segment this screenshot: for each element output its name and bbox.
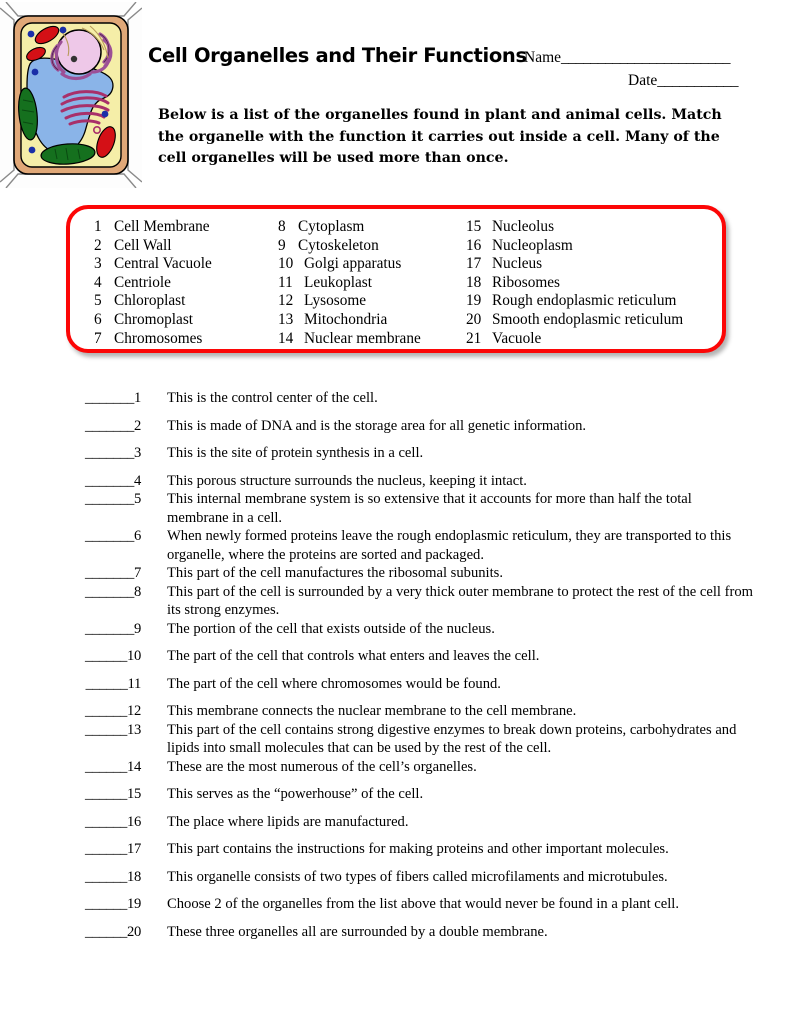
question-row xyxy=(38,444,753,463)
organelle-list-box xyxy=(66,205,726,353)
organelle-name: Cell Membrane xyxy=(114,218,210,235)
page-title: Cell Organelles and Their Functions xyxy=(148,44,527,67)
organelle-name: Mitochondria xyxy=(304,310,388,328)
organelle-item xyxy=(94,237,212,256)
question-row xyxy=(38,472,753,491)
question-text: This is the control center of the cell. xyxy=(167,390,378,406)
organelle-item xyxy=(278,255,421,274)
question-row xyxy=(38,721,753,758)
answer-blank[interactable]: ______15 xyxy=(85,786,141,802)
answer-blank[interactable]: ______18 xyxy=(85,868,141,885)
question-row xyxy=(38,490,753,527)
organelle-item xyxy=(278,330,421,349)
date-blank-rule: ___________ xyxy=(657,72,739,89)
answer-blank[interactable]: _______1 xyxy=(85,390,141,406)
question-row xyxy=(38,583,753,620)
organelle-name: Leukoplast xyxy=(304,273,372,291)
organelle-number: 7 xyxy=(94,329,102,347)
answer-blank[interactable]: ______17 xyxy=(85,841,141,857)
organelle-name: Cell Wall xyxy=(114,236,172,254)
organelle-item xyxy=(94,330,212,349)
organelle-item xyxy=(94,255,212,274)
organelle-number: 2 xyxy=(94,236,102,254)
answer-blank[interactable]: ______11 xyxy=(85,675,141,692)
organelle-number: 5 xyxy=(94,292,102,310)
question-row xyxy=(38,785,753,804)
answer-blank[interactable]: _______4 xyxy=(85,472,141,489)
answer-blank[interactable]: ______16 xyxy=(85,813,141,830)
organelle-item xyxy=(466,330,683,349)
organelle-item xyxy=(94,218,212,237)
answer-blank[interactable]: ______20 xyxy=(85,923,141,940)
question-text: These are the most numerous of the cell’s organelles. xyxy=(167,758,477,775)
organelle-column-1 xyxy=(94,218,212,348)
organelle-number: 15 xyxy=(466,218,482,235)
answer-blank[interactable]: ______10 xyxy=(85,648,141,664)
question-text: This porous structure surrounds the nucleus, keeping it intact. xyxy=(167,472,527,489)
question-text: This organelle consists of two types of fibers called microfilaments and microtubules. xyxy=(167,868,668,885)
organelle-item xyxy=(278,292,421,311)
organelle-item xyxy=(94,274,212,293)
organelle-name: Golgi apparatus xyxy=(304,255,402,273)
name-blank-rule: _______________________ xyxy=(561,49,731,66)
question-row xyxy=(38,620,753,639)
organelle-name: Smooth endoplasmic reticulum xyxy=(492,310,684,328)
question-row xyxy=(38,895,753,914)
organelle-item xyxy=(278,274,421,293)
organelle-number: 19 xyxy=(466,292,482,310)
question-row xyxy=(38,758,753,777)
question-text: These three organelles all are surrounded by a double membrane. xyxy=(167,923,548,940)
organelle-name: Rough endoplasmic reticulum xyxy=(492,292,677,310)
organelle-number: 17 xyxy=(466,255,482,273)
organelle-item xyxy=(278,218,421,237)
question-row xyxy=(38,564,753,583)
answer-blank[interactable]: _______2 xyxy=(85,417,141,434)
question-row xyxy=(38,840,753,859)
organelle-number: 11 xyxy=(278,273,293,291)
organelle-item xyxy=(94,311,212,330)
organelle-number: 14 xyxy=(278,329,294,347)
question-row xyxy=(38,417,753,436)
question-text: The portion of the cell that exists outside of the nucleus. xyxy=(167,620,495,637)
organelle-name: Nucleoplasm xyxy=(492,236,573,254)
name-label: Name xyxy=(524,49,562,66)
question-row xyxy=(38,527,753,564)
question-list xyxy=(38,389,753,941)
organelle-item xyxy=(466,218,683,237)
organelle-number: 16 xyxy=(466,236,482,254)
question-row xyxy=(38,389,753,408)
organelle-item xyxy=(278,237,421,256)
organelle-name: Nuclear membrane xyxy=(304,329,421,347)
organelle-item xyxy=(278,311,421,330)
organelle-name: Ribosomes xyxy=(492,273,560,291)
question-text: This internal membrane system is so extensive that it accounts for more than half the total membrane in a cell. xyxy=(167,491,692,526)
question-text: The part of the cell where chromosomes would be found. xyxy=(167,675,501,692)
organelle-item xyxy=(466,274,683,293)
organelle-name: Cytoskeleton xyxy=(298,236,379,254)
question-text: Choose 2 of the organelles from the list above that would never be found in a plant cell. xyxy=(167,896,679,912)
organelle-name: Chromoplast xyxy=(114,310,194,328)
answer-blank[interactable]: _______8 xyxy=(85,583,141,600)
organelle-name: Nucleolus xyxy=(492,218,555,235)
organelle-name: Chromosomes xyxy=(114,329,203,347)
organelle-item xyxy=(466,292,683,311)
question-text: This part of the cell manufactures the ribosomal subunits. xyxy=(167,565,503,581)
organelle-name: Cytoplasm xyxy=(298,218,365,235)
organelle-item xyxy=(466,311,683,330)
organelle-name: Central Vacuole xyxy=(114,255,212,273)
organelle-number: 18 xyxy=(466,273,482,291)
question-row xyxy=(38,923,753,942)
question-row xyxy=(38,647,753,666)
organelle-item xyxy=(466,237,683,256)
organelle-number: 10 xyxy=(278,255,294,273)
question-text: This part contains the instructions for making proteins and other important molecules. xyxy=(167,841,669,857)
question-text: This serves as the “powerhouse” of the cell. xyxy=(167,786,424,802)
question-row xyxy=(38,868,753,887)
answer-blank[interactable]: _______7 xyxy=(85,565,141,581)
answer-blank[interactable]: _______9 xyxy=(85,620,141,637)
answer-blank[interactable]: _______3 xyxy=(85,445,141,461)
answer-blank[interactable]: ______13 xyxy=(85,721,141,738)
organelle-item xyxy=(94,292,212,311)
organelle-number: 12 xyxy=(278,292,294,310)
organelle-name: Chloroplast xyxy=(114,292,186,310)
organelle-name: Lysosome xyxy=(304,292,367,310)
question-row xyxy=(38,813,753,832)
organelle-number: 3 xyxy=(94,255,102,273)
question-text: This is made of DNA and is the storage area for all genetic information. xyxy=(167,417,587,434)
question-row xyxy=(38,702,753,721)
organelle-name: Vacuole xyxy=(492,329,542,347)
question-text: This part of the cell contains strong digestive enzymes to break down proteins, carbohydrates and lipids into small molecules that can be used by the rest of the cell. xyxy=(167,721,737,756)
date-field[interactable] xyxy=(628,72,738,90)
instructions-paragraph: Below is a list of the organelles found in plant and animal cells. Match the organelle with the function it carries out inside a cell. Many of the cell organelles will be used more than once. xyxy=(158,107,722,166)
question-text: This is the site of protein synthesis in a cell. xyxy=(167,445,424,461)
question-row xyxy=(38,675,753,694)
organelle-number: 21 xyxy=(466,329,482,347)
answer-blank[interactable]: _______6 xyxy=(85,528,141,544)
answer-blank[interactable]: _______5 xyxy=(85,491,141,507)
question-text: When newly formed proteins leave the rough endoplasmic reticulum, they are transported to this organelle, where the proteins are sorted and packaged. xyxy=(167,528,732,563)
question-text: The place where lipids are manufactured. xyxy=(167,813,409,830)
organelle-number: 13 xyxy=(278,310,294,328)
question-text: The part of the cell that controls what enters and leaves the cell. xyxy=(167,648,540,664)
organelle-column-3 xyxy=(466,218,683,348)
organelle-number: 9 xyxy=(278,236,286,254)
organelle-name: Nucleus xyxy=(492,255,543,273)
organelle-name: Centriole xyxy=(114,273,171,291)
question-text: This part of the cell is surrounded by a very thick outer membrane to protect the rest of the cell from its strong enzymes. xyxy=(167,583,753,618)
organelle-columns xyxy=(70,209,722,349)
organelle-number: 8 xyxy=(278,218,286,235)
organelle-column-2 xyxy=(278,218,421,348)
question-text: This membrane connects the nuclear membrane to the cell membrane. xyxy=(167,703,577,719)
organelle-number: 6 xyxy=(94,310,102,328)
plant-cell-illustration xyxy=(0,2,142,188)
answer-blank[interactable]: ______19 xyxy=(85,896,141,912)
answer-blank[interactable]: ______14 xyxy=(85,758,141,775)
date-label: Date xyxy=(628,72,658,89)
organelle-number: 4 xyxy=(94,273,102,291)
organelle-item xyxy=(466,255,683,274)
answer-blank[interactable]: ______12 xyxy=(85,703,141,719)
organelle-number: 20 xyxy=(466,310,482,328)
organelle-number: 1 xyxy=(94,218,102,235)
name-field[interactable] xyxy=(524,49,730,67)
